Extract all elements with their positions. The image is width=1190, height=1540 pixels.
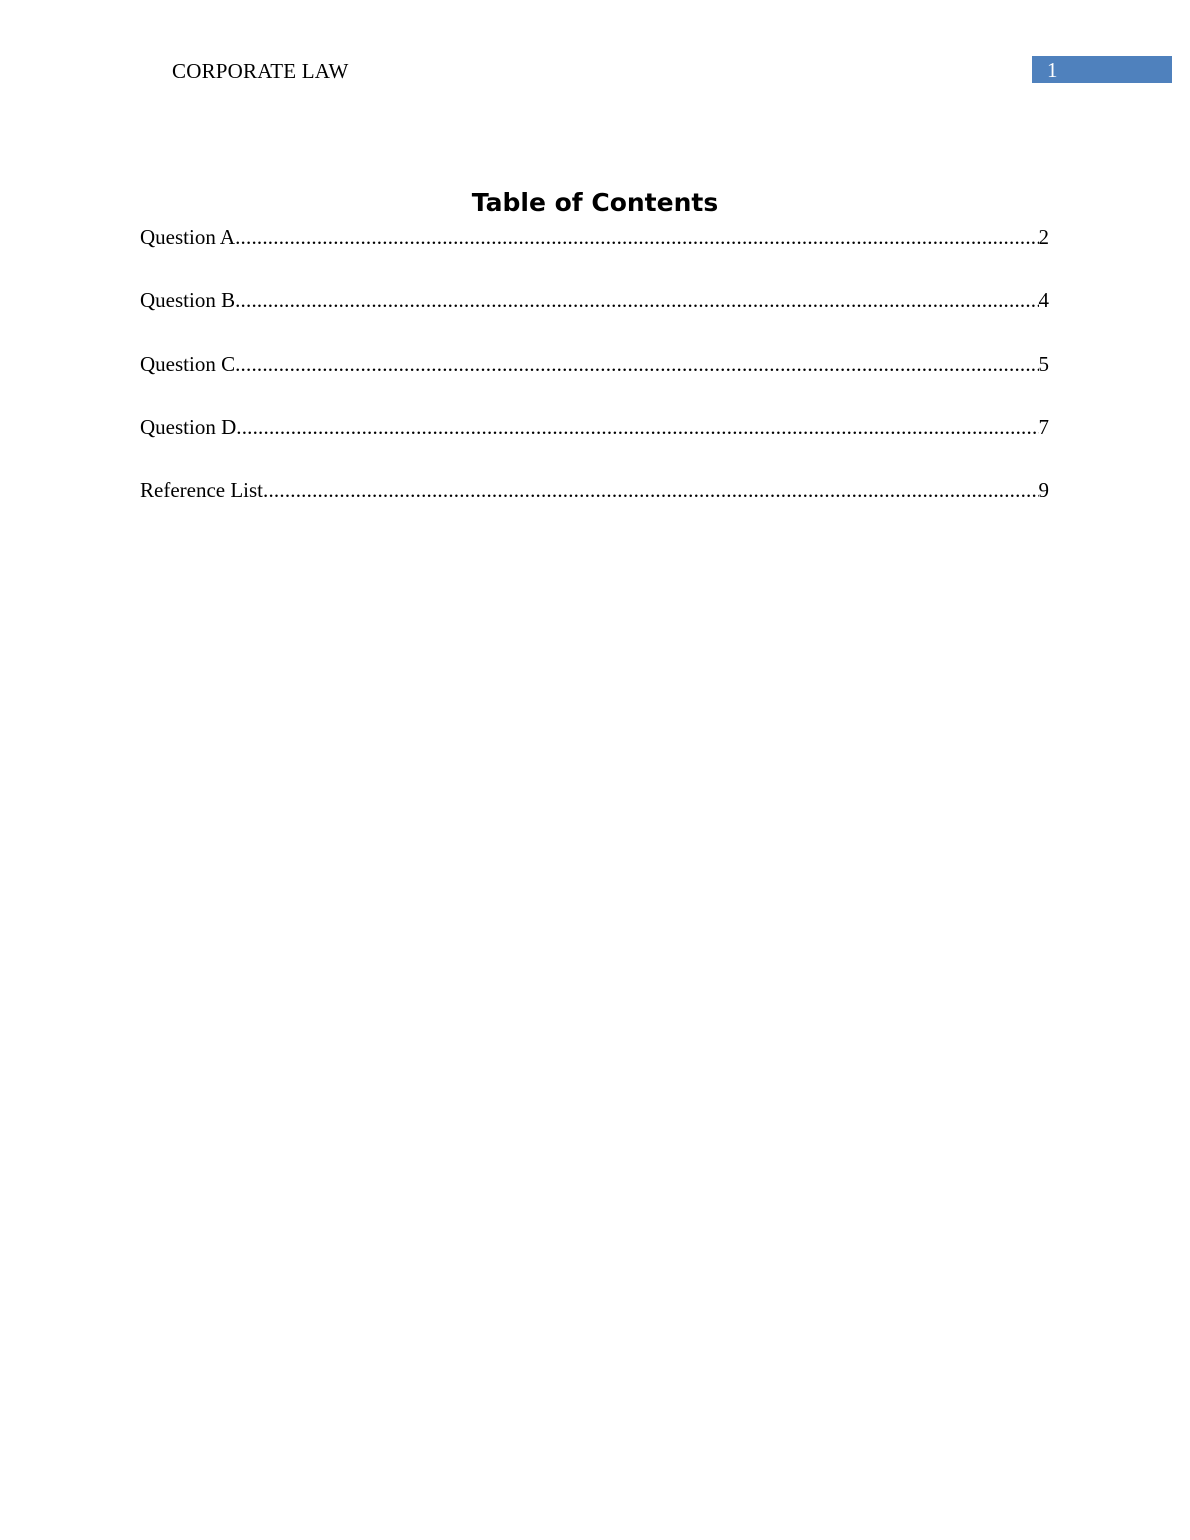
toc-entry-reference-list[interactable]: [140, 477, 1049, 503]
toc-heading: Table of Contents: [471, 188, 719, 217]
toc-entry-label: Question D: [140, 414, 237, 439]
page-number-badge: [1032, 56, 1172, 83]
toc-entry-label: Question B: [140, 288, 236, 313]
page-number: 1: [1047, 58, 1058, 82]
toc-entry-question-b[interactable]: [140, 287, 1049, 313]
toc-entry-page: 9: [1038, 478, 1049, 503]
toc-entry-page: 4: [1038, 288, 1049, 313]
toc-entry-question-c[interactable]: [140, 351, 1049, 377]
toc-dot-leader: [263, 477, 1038, 503]
running-head: CORPORATE LAW: [172, 59, 349, 83]
toc-dot-leader: [236, 414, 1038, 440]
toc-list: [140, 224, 1049, 540]
toc-entry-question-a[interactable]: [140, 224, 1049, 250]
toc-entry-page: 7: [1038, 414, 1049, 439]
toc-entry-label: Reference List: [140, 478, 264, 503]
toc-dot-leader: [235, 224, 1038, 250]
toc-dot-leader: [235, 351, 1038, 377]
toc-entry-label: Question C: [140, 351, 236, 376]
toc-entry-page: 2: [1038, 225, 1049, 249]
toc-entry-question-d[interactable]: [140, 414, 1049, 440]
toc-entry-page: 5: [1038, 351, 1049, 376]
toc-entry-label: Question A: [140, 225, 236, 249]
toc-dot-leader: [235, 287, 1038, 313]
